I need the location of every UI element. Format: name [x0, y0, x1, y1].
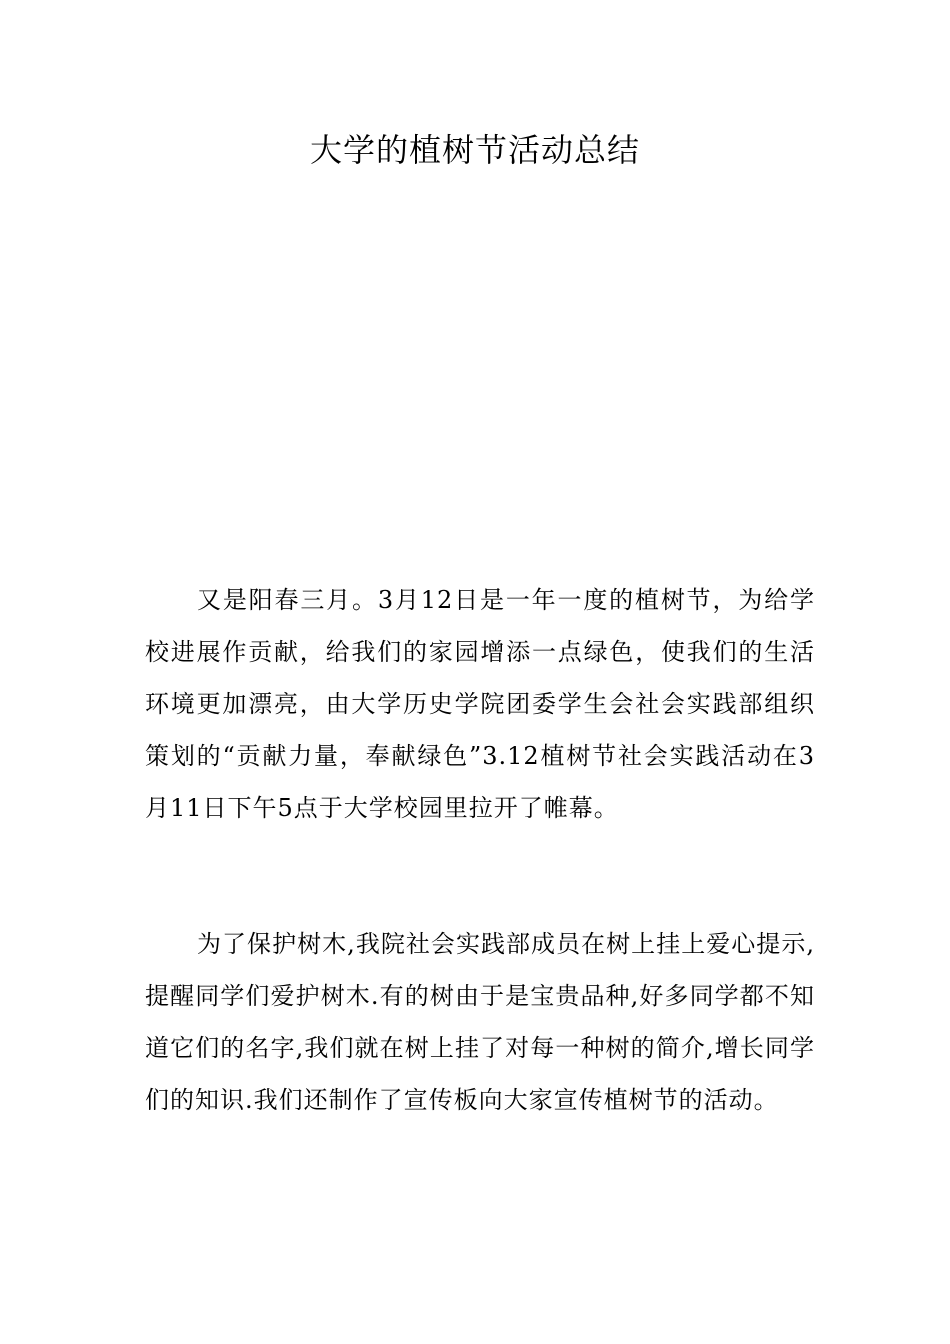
document-title: 大学的植树节活动总结 [309, 131, 640, 169]
paragraph-2: 为了保护树木,我院社会实践部成员在树上挂上爱心提示,提醒同学们爱护树木.有的树由于是宝贵品种,好多同学都不知道它们的名字,我们就在树上挂了对每一种树的简介,增长同学们的知识.我们还制作了宣传板向大家宣传植树节的活动。 [145, 930, 815, 1114]
paragraph-1: 又是阳春三月。3月12日是一年一度的植树节，为给学校进展作贡献，给我们的家园增添一点绿色，使我们的生活环境更加漂亮，由大学历史学院团委学生会社会实践部组织策划的“贡献力量，奉献绿色”3.12植树节社会实践活动在3月11日下午5点于大学校园里拉开了帷幕。 [145, 586, 815, 822]
